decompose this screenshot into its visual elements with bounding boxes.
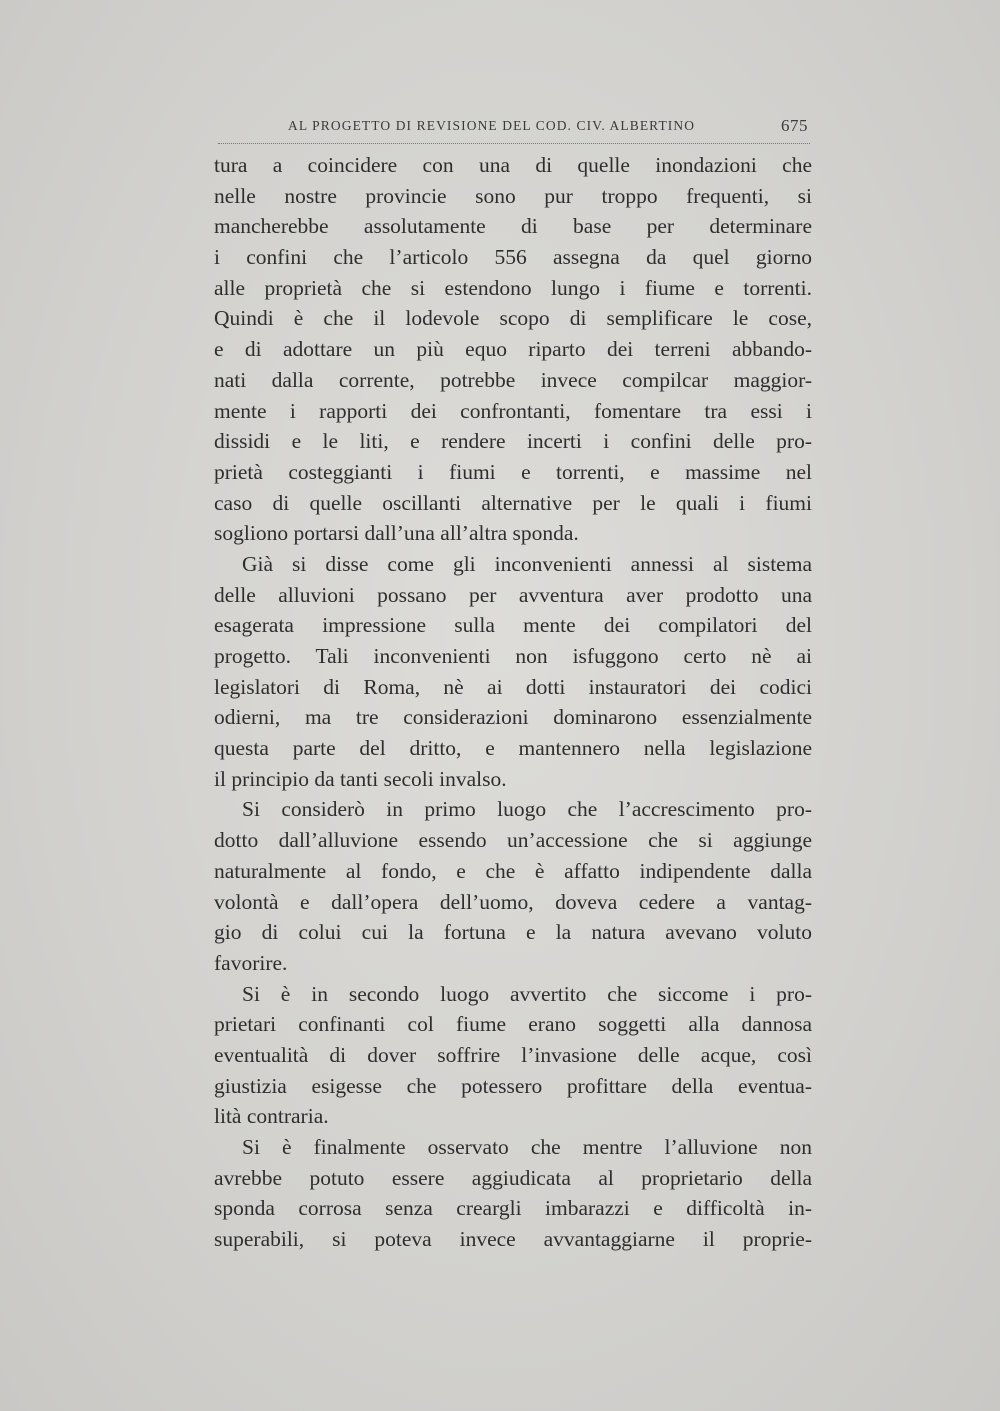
paragraph-start-line: Si è finalmente osservato che mentre l’alluvione non — [242, 1135, 812, 1159]
text-line: caso di quelle oscillanti alternative per le quali i fiumi — [214, 490, 812, 515]
running-title: AL PROGETTO DI REVISIONE DEL COD. CIV. ALBERTINO — [288, 118, 696, 133]
text-line: volontà e dall’opera dell’uomo, doveva cedere a vantag- — [214, 889, 812, 914]
text-line: favorire. — [214, 950, 288, 975]
page-number: 675 — [781, 116, 808, 135]
text-line: giustizia esigesse che potessero profittare della eventua- — [214, 1073, 812, 1098]
text-line: prietari confinanti col fiume erano soggetti alla dannosa — [214, 1012, 812, 1037]
text-line: questa parte del dritto, e mantennero nella legislazione — [214, 736, 812, 761]
text-line: avrebbe potuto essere aggiudicata al proprietario della — [214, 1165, 812, 1190]
text-line: il principio da tanti secoli invalso. — [214, 766, 507, 791]
text-line: nelle nostre provincie sono pur troppo frequenti, si — [214, 183, 812, 208]
text-line: Quindi è che il lodevole scopo di semplificare le cose, — [214, 306, 812, 331]
body-text — [214, 150, 812, 1255]
text-line: sogliono portarsi dall’una all’altra sponda. — [214, 521, 579, 546]
text-line: odierni, ma tre considerazioni dominarono essenzialmente — [214, 705, 812, 730]
text-line: progetto. Tali inconvenienti non isfuggono certo nè ai — [214, 644, 812, 668]
text-line: nati dalla corrente, potrebbe invece compilcar maggior- — [214, 367, 812, 392]
running-header — [288, 116, 808, 140]
text-line: e di adottare un più equo riparto dei terreni abbando- — [214, 337, 812, 362]
text-line: legislatori di Roma, nè ai dotti instauratori dei codici — [214, 674, 812, 699]
text-line: esagerata impressione sulla mente dei compilatori del — [214, 613, 812, 638]
paragraph-start-line: Si è in secondo luogo avvertito che siccome i pro- — [242, 981, 812, 1006]
text-line: prietà costeggianti i fiumi e torrenti, e massime nel — [214, 459, 812, 484]
text-line: alle proprietà che si estendono lungo i fiume e torrenti. — [214, 275, 812, 300]
text-line: mancherebbe assolutamente di base per determinare — [214, 214, 812, 239]
text-line: tura a coincidere con una di quelle inondazioni che — [214, 153, 812, 177]
text-line: dotto dall’alluvione essendo un’accessione che si aggiunge — [214, 828, 812, 853]
paragraph-start-line: Già si disse come gli inconvenienti annessi al sistema — [242, 551, 812, 576]
text-line: sponda corrosa senza creargli imbarazzi e difficoltà in- — [214, 1196, 812, 1221]
text-line: delle alluvioni possano per avventura aver prodotto una — [214, 582, 812, 607]
header-divider — [218, 143, 810, 144]
text-line: gio di colui cui la fortuna e la natura avevano voluto — [214, 920, 812, 945]
paragraph-start-line: Si considerò in primo luogo che l’accrescimento pro- — [242, 797, 812, 822]
text-line: naturalmente al fondo, e che è affatto indipendente dalla — [214, 858, 812, 883]
text-line: lità contraria. — [214, 1104, 329, 1129]
text-line: dissidi e le liti, e rendere incerti i confini delle pro- — [214, 429, 812, 454]
text-line: superabili, si poteva invece avvantaggiarne il proprie- — [214, 1227, 812, 1252]
text-line: mente i rapporti dei confrontanti, fomentare tra essi i — [214, 398, 812, 423]
text-line: eventualità di dover soffrire l’invasione delle acque, così — [214, 1042, 812, 1067]
text-line: i confini che l’articolo 556 assegna da quel giorno — [214, 245, 812, 270]
